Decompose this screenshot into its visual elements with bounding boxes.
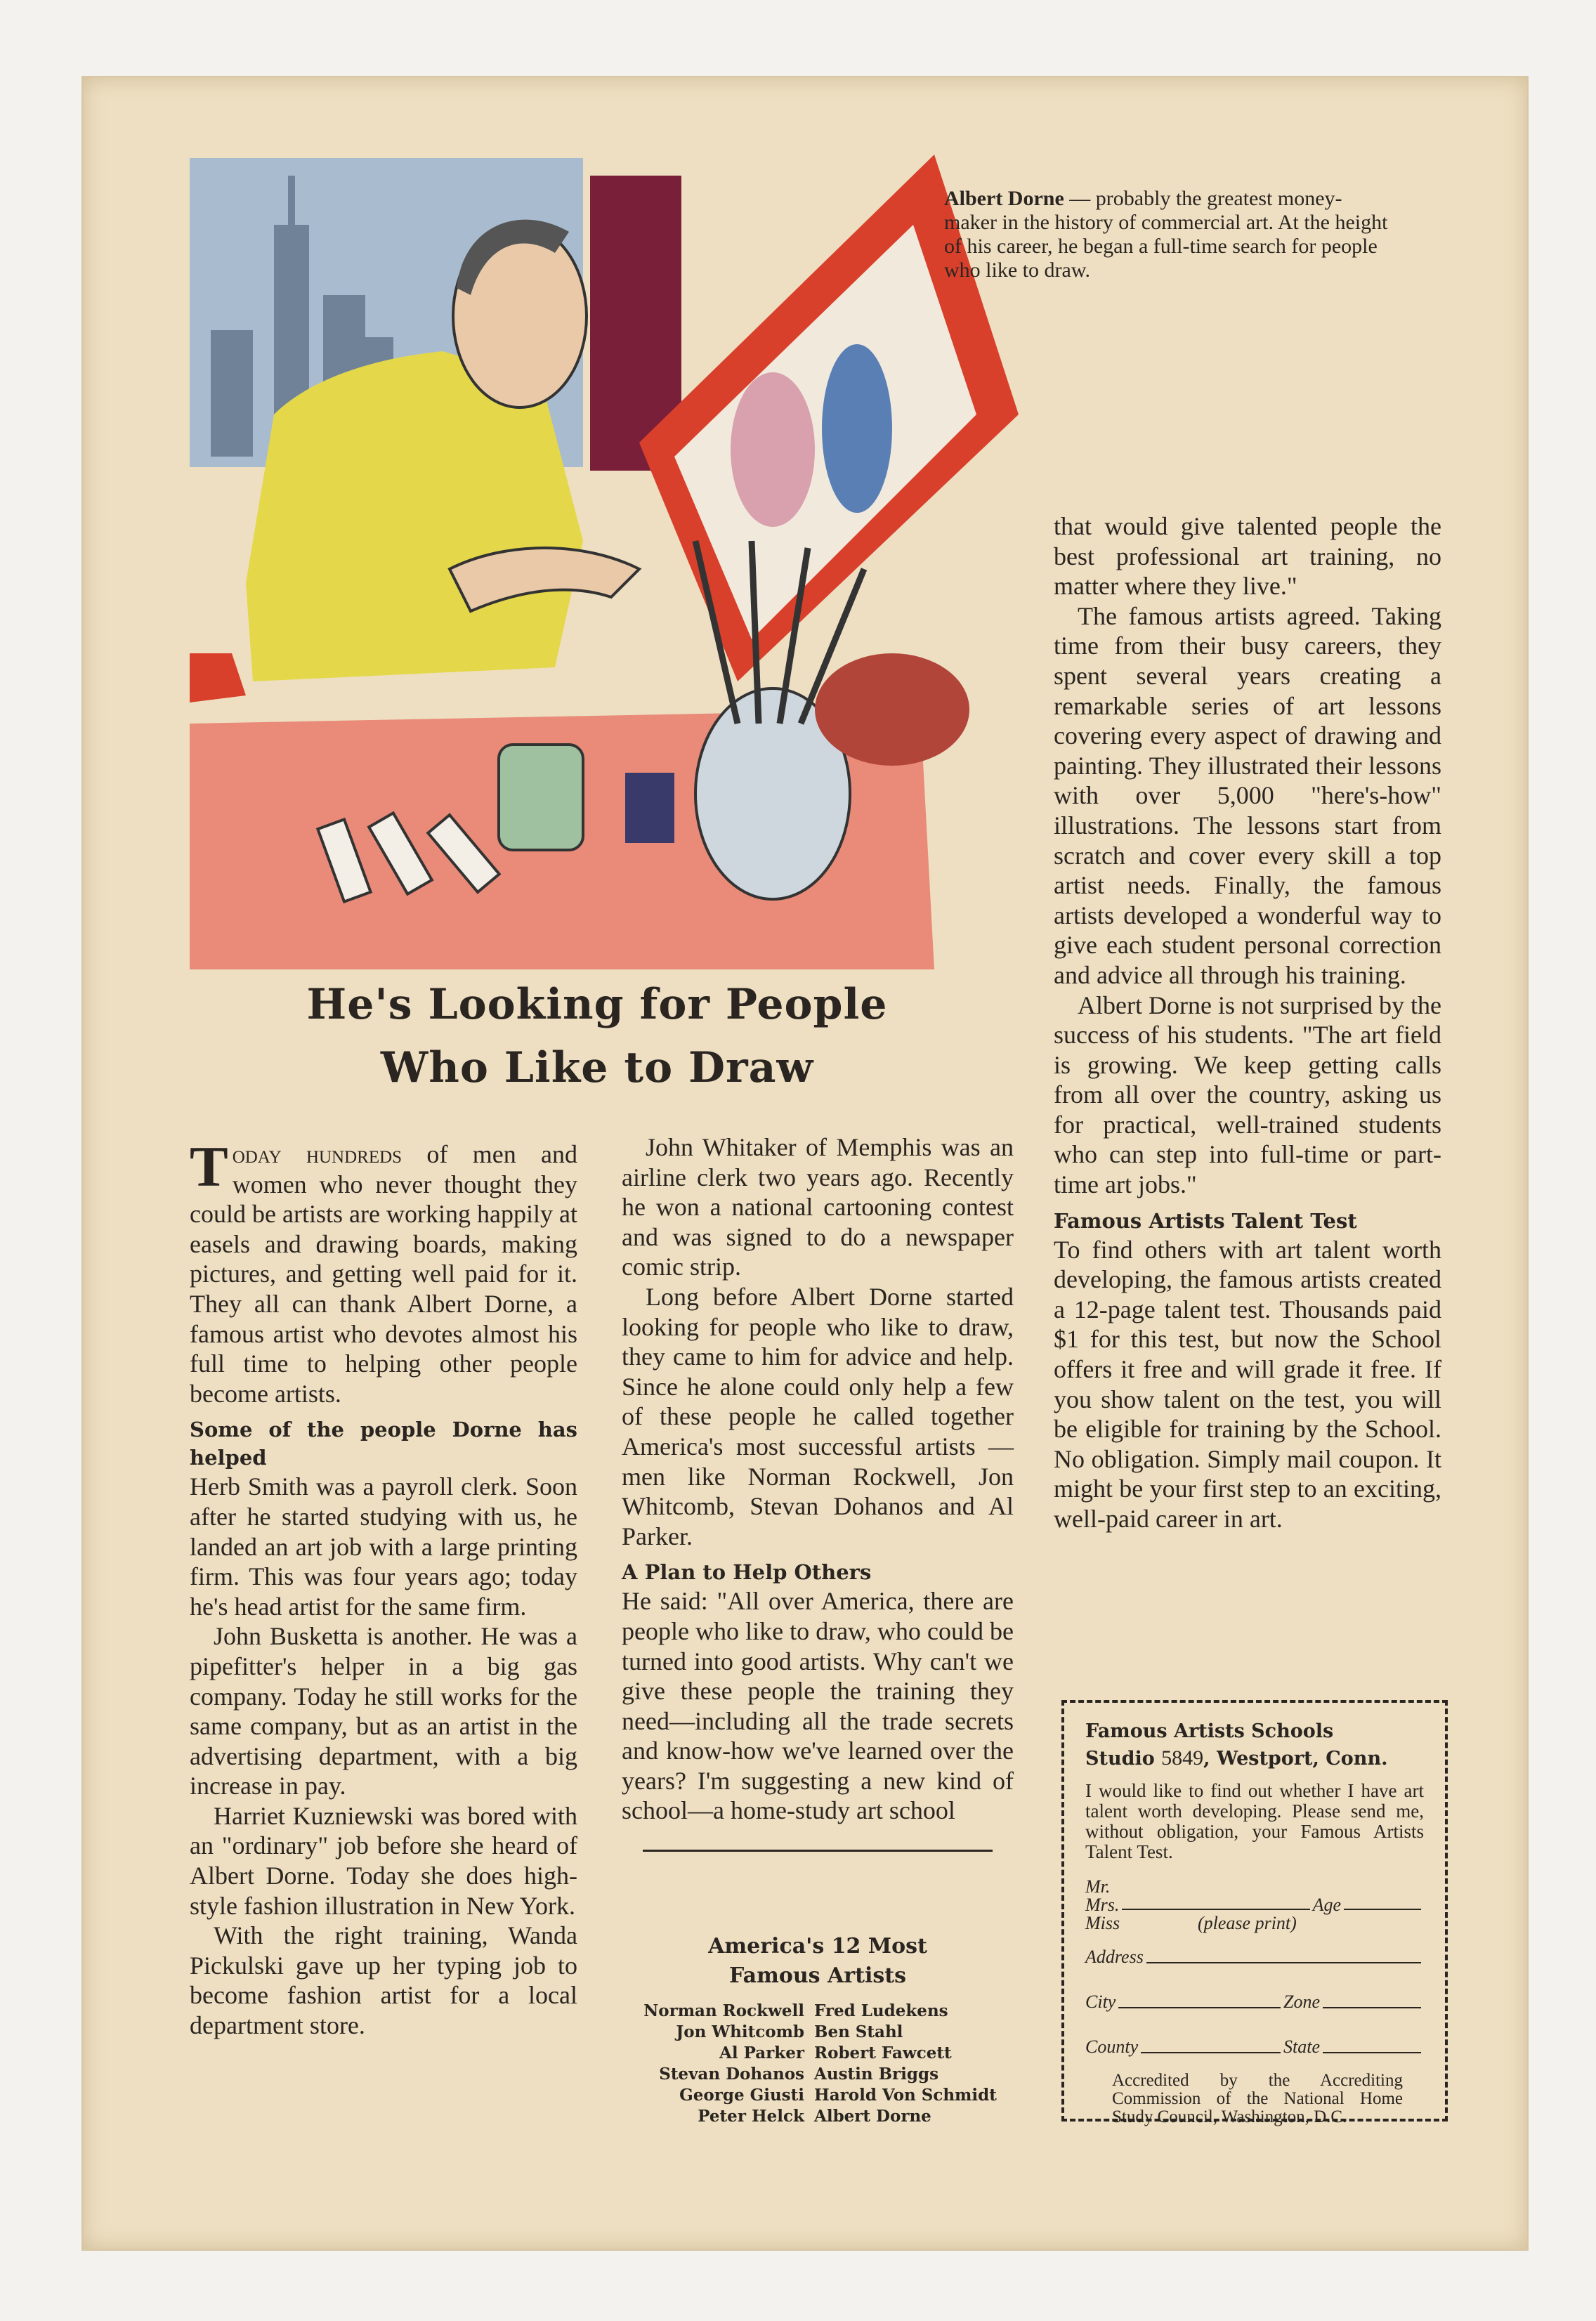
paragraph: Albert Dorne is not surprised by the success of his students. "The art field is growing. We keep getting calls from all over the country, asking us for practical, well-trained students who can step into full-time or part-time art jobs." <box>1054 990 1441 1199</box>
column-3 <box>1054 511 1441 1534</box>
artist-name: Robert Fawcett <box>814 2044 952 2062</box>
label-mrs: Mrs. <box>1085 1895 1120 1915</box>
paragraph: Herb Smith was a payroll clerk. Soon after he started studying with us, he landed an art job with a large printing firm. This was four years ago; today he's head artist for the same firm. <box>190 1472 577 1621</box>
label-age: Age <box>1312 1895 1341 1915</box>
artist-name: Harold Von Schmidt <box>814 2086 997 2105</box>
albert-dorne-illustration <box>190 148 1033 969</box>
label-mr: Mr. <box>1085 1876 1111 1897</box>
label-state: State <box>1283 2036 1320 2057</box>
coupon-studio-number: 5849 <box>1161 1746 1204 1770</box>
please-print-note: (please print) <box>1198 1913 1297 1933</box>
name-field[interactable] <box>1122 1909 1309 1910</box>
artist-name: Austin Briggs <box>814 2065 939 2084</box>
artist-name: Albert Dorne <box>814 2107 931 2126</box>
headline-line-2: Who Like to Draw <box>380 1043 814 1092</box>
caption-text: — probably the greatest money-maker in the history of commercial art. At the height of his career, he began a full-time search for people who like to draw. <box>944 187 1388 282</box>
age-field[interactable] <box>1344 1909 1421 1910</box>
accreditation-note: Accredited by the Accrediting Commission of the National Home Study Council, Washington, D.C. <box>1112 2071 1403 2126</box>
coupon-request-text: I would like to find out whether I have art talent worth developing. Please send me, without obligation, your Famous Artists Talent Test. <box>1085 1780 1424 1862</box>
subhead-talent-test: Famous Artists Talent Test <box>1054 1208 1357 1233</box>
paragraph: Harriet Kuzniewski was bored with an "ordinary" job before she heard of Albert Dorne. Today she does high-style fashion illustration in New York. <box>190 1801 577 1920</box>
paragraph: that would give talented people the best professional art training, no matter where they live." <box>1054 512 1441 601</box>
artist-name: Stevan Dohanos <box>659 2065 804 2084</box>
column-1 <box>190 1135 577 2041</box>
drop-cap: T <box>190 1135 228 1198</box>
caption-name: Albert Dorne <box>944 187 1064 210</box>
artists-title-1: America's 12 Most <box>708 1934 927 1959</box>
headline-line-1: He's Looking for People <box>306 980 888 1029</box>
famous-artists-list <box>622 1925 1014 2127</box>
label-zone: Zone <box>1283 1992 1320 2012</box>
paragraph: To find others with art talent worth developing, the famous artists created a 12-page talent test. Thousands paid $1 for this test, but now the School offers it free and will grade it free. If you show talent on the test, you will be eligible for training by the School. No obligation. Simply mail coupon. It might be your first step to an exciting, well-paid career in art. <box>1054 1235 1441 1533</box>
county-field[interactable] <box>1141 2052 1281 2053</box>
paragraph: The famous artists agreed. Taking time from their busy careers, they spent several years creating a remarkable series of art lessons covering every aspect of drawing and painting. They illustrated their lessons with over 5,000 "here's-how" illustrations. The lessons start from scratch and cover every skill a top artist needs. Finally, the famous artists developed a wonderful way to give each student personal correction and advice all through his training. <box>1054 601 1441 989</box>
divider <box>643 1850 993 1852</box>
bowl <box>815 653 969 766</box>
artist-name: Ben Stahl <box>814 2022 903 2041</box>
subhead-plan: A Plan to Help Others <box>622 1560 872 1585</box>
paragraph: With the right training, Wanda Pickulski gave up her typing job to become fashion artist for a local department store. <box>190 1921 577 2040</box>
label-address: Address <box>1085 1947 1144 1967</box>
drawn-figure <box>822 344 892 513</box>
address-field[interactable] <box>1146 1962 1421 1963</box>
paragraph: Long before Albert Dorne started looking for people who like to draw, they came to him for advice and help. Since he alone could only help a few of these people he called together America's most successful artists —men like Norman Rockwell, Jon Whitcomb, Stevan Dohanos and Al Parker. <box>622 1282 1014 1550</box>
subhead-people-helped: Some of the people Dorne has helped <box>190 1418 577 1470</box>
intro-text: of men and women who never thought they could be artists are working happily at easels and drawing boards, making pictures, and getting well paid for it. They all can thank Albert Dorne, a famous artist who devotes almost his full time to helping other people become artists. <box>190 1140 577 1408</box>
artist-name: Fred Ludekens <box>814 2001 948 2020</box>
label-county: County <box>1085 2036 1139 2057</box>
zone-field[interactable] <box>1323 2007 1421 2008</box>
artist-name: Jon Whitcomb <box>676 2022 804 2041</box>
drawn-figure <box>731 372 815 527</box>
paragraph: He said: "All over America, there are people who like to draw, who could be turned into good artists. Why can't we give these people the training they need—including all the trade secrets and know-how we've learned over the years? I'm suggesting a new kind of school—a home-study art school <box>622 1587 1014 1825</box>
label-miss: Miss <box>1085 1913 1120 1933</box>
column-2 <box>622 1132 1014 1852</box>
headline <box>211 973 983 1099</box>
coupon-school: Famous Artists Schools <box>1085 1720 1334 1742</box>
chair <box>190 653 246 702</box>
paragraph: John Whitaker of Memphis was an airline clerk two years ago. Recently he won a national cartooning contest and was signed to do a newspaper comic strip. <box>622 1133 1014 1281</box>
artist-name: Al Parker <box>719 2044 804 2062</box>
mail-coupon[interactable] <box>1061 1700 1448 2126</box>
paragraph: John Busketta is another. He was a pipefitter's helper in a big gas company. Today he still works for the same company, but as an artist in the advertising department, with a big increase in pay. <box>190 1622 577 1800</box>
coupon-studio: Studio <box>1085 1748 1155 1770</box>
lead-smallcaps: oday hundreds <box>232 1140 403 1168</box>
artist-name: Norman Rockwell <box>643 2001 804 2020</box>
coupon-address: , Westport, Conn. <box>1203 1748 1388 1770</box>
tape-rolls <box>499 745 583 850</box>
label-city: City <box>1085 1992 1116 2012</box>
artists-title-2: Famous Artists <box>729 1963 906 1988</box>
photo-caption <box>944 187 1394 282</box>
artist-name: Peter Helck <box>698 2107 804 2126</box>
ink-bottle <box>625 773 674 843</box>
city-field[interactable] <box>1118 2007 1281 2008</box>
artist-name: George Giusti <box>679 2086 804 2105</box>
state-field[interactable] <box>1323 2052 1421 2053</box>
